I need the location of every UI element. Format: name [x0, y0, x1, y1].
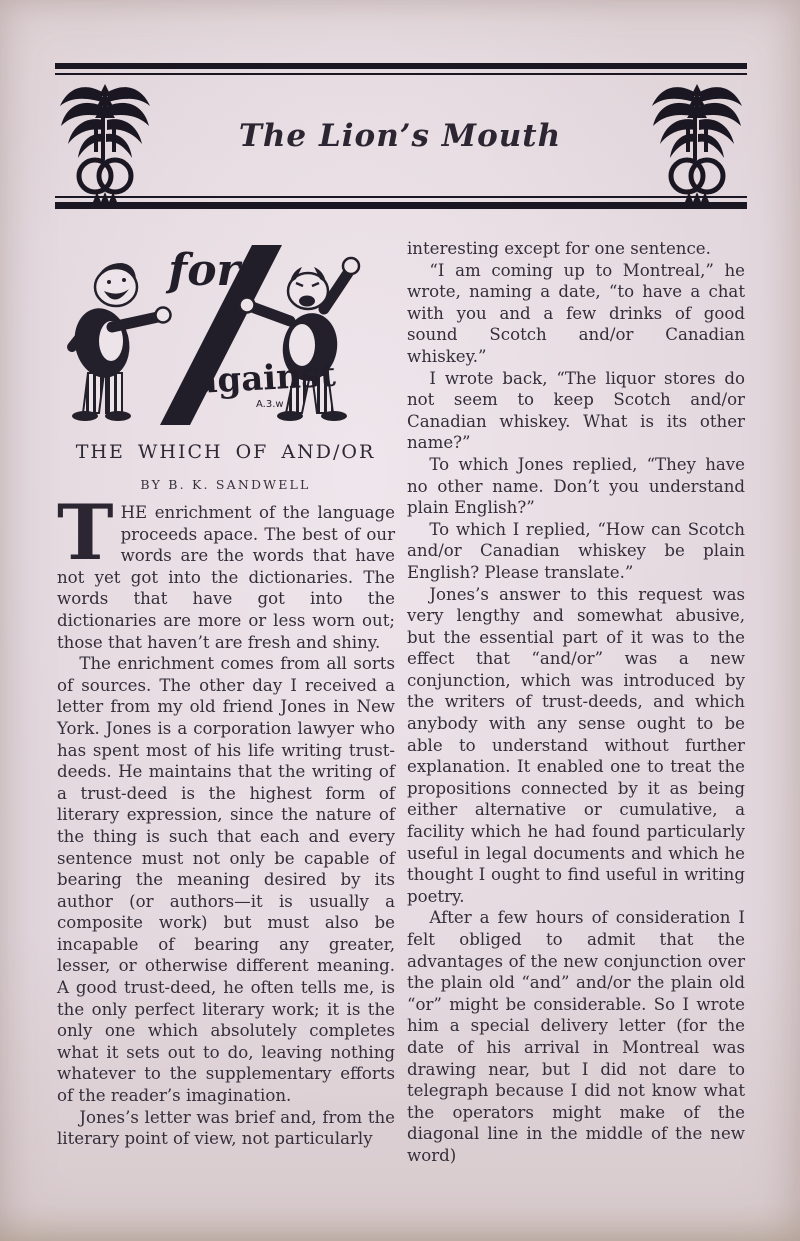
article-byline: BY B. K. SANDWELL: [140, 477, 311, 492]
masthead-title: The Lion’s Mouth: [238, 118, 562, 154]
masthead-rule-top-thick: [55, 63, 747, 69]
against-label: against: [194, 354, 337, 402]
cartoon-man-for: [68, 263, 170, 421]
masthead-rule-bottom-thick: [55, 202, 747, 209]
paragraph-text: HE enrichment of the language proceeds apace. The best of our words are the words that have not yet got into the dictionaries. The words that have got into the dictionaries are more or less worn out; those that haven’t are fresh and shiny.: [57, 503, 395, 652]
paragraph: I wrote back, “The liquor stores do not seem to keep Scotch and/or Canadian whiskey. What is its other name?”: [407, 368, 745, 453]
paragraph: interesting except for one sentence.: [407, 239, 711, 258]
for-label: for: [168, 245, 240, 296]
for-against-cartoon: [44, 235, 376, 427]
paragraph: The enrichment comes from all sorts of sources. The other day I received a letter from my old friend Jones in New York. Jones is a corporation lawyer who has spent most of his life writing trust-deeds. He maintains that the writing of a trust-deed is the highest form of literary expression, since the nature of the thing is such that each and every sentence must not only be capable of bearing the meaning desired by its author (or authors—it is usually a composite work) but must also be incapable of bearing any greater, lesser, or otherwise different meaning. A good trust-deed, he often tells me, is the only perfect literary work; it is the only one which absolutely completes what it sets out to do, leaving nothing whatever to the supplementary efforts of the reader’s imagination.: [57, 654, 395, 1106]
paragraph: After a few hours of consideration I felt obliged to admit that the advantages of the new conjunction over the plain old “and” and/or the plain old “or” might be considerable. So I wrote him a special delivery letter (for the date of his arrival in Montreal was drawing near, but I did not dare to telegraph because I did not know what the operators might make of the diagonal line in the middle of the new word): [407, 908, 745, 1165]
article-title: THE WHICH OF AND/OR: [75, 441, 376, 463]
masthead-rule-bottom-thin: [55, 196, 747, 198]
paragraph: Jones’s answer to this request was very lengthy and somewhat abusive, but the essential part of it was to the effect that “and/or” was a new conjunction, which was introduced by the writers of trust-deeds, and which anybody with any sense ought to be able to understand without further explanation. It enabled one to treat the propositions connected by it as being either alternative or cumulative, a facility which he had found particularly useful in legal documents and which he thought I ought to find useful in writing poetry.: [407, 584, 745, 906]
article-left-column: [57, 488, 395, 1150]
paragraph: “I am coming up to Montreal,” he wrote, naming a date, “to have a chat with you and a few drinks of good sound Scotch and/or Canadian whiskey.”: [407, 260, 745, 366]
masthead-rule-top-thin: [55, 73, 747, 75]
artist-signature: A.3.w: [256, 399, 284, 410]
paragraph: Jones’s letter was brief and, from the literary point of view, not particularly: [57, 1107, 395, 1149]
paragraph: To which Jones replied, “They have no other name. Don’t you understand plain English?”: [407, 454, 745, 518]
paragraph: [57, 488, 395, 653]
paragraph: To which I replied, “How can Scotch and/or Canadian whiskey be plain English? Please translate.”: [407, 519, 745, 582]
drop-cap: T: [57, 488, 114, 577]
article-right-column: [407, 238, 745, 1167]
